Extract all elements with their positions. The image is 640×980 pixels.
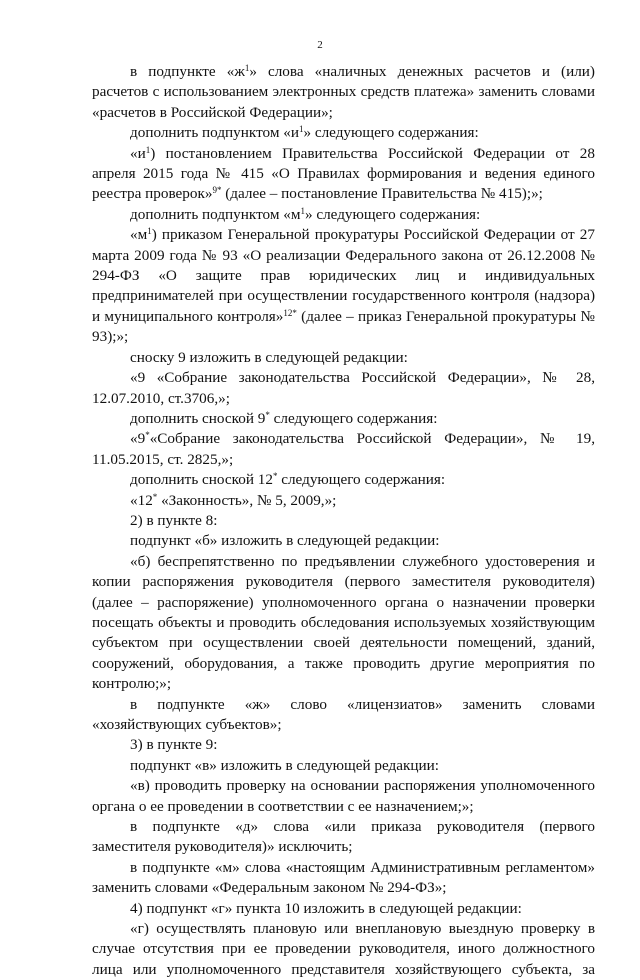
paragraph — [92, 695, 595, 736]
paragraph — [92, 368, 595, 409]
paragraph — [92, 858, 595, 899]
paragraph — [92, 62, 595, 123]
paragraph — [92, 348, 595, 368]
paragraph — [92, 531, 595, 551]
paragraph-text: «в) проводить проверку на основании распоряжения уполномоченного органа о ее проведении в соответствии с ее назначением;»; — [92, 777, 595, 815]
paragraph-text: «м — [130, 226, 148, 244]
paragraph-text: «9 «Собрание законодательства Российской Федерации», № 28, 12.07.2010, ст.3706,»; — [92, 369, 595, 407]
paragraph — [92, 205, 595, 225]
paragraph-text: «Собрание законодательства Российской Федерации», № 19, 11.05.2015, ст. 2825,»; — [92, 430, 595, 468]
superscript-mark: 1 — [244, 63, 250, 73]
paragraph-text: дополнить сноской 12 — [130, 471, 273, 489]
superscript-mark: 12* — [283, 307, 297, 318]
paragraph-text: сноску 9 изложить в следующей редакции: — [130, 348, 408, 366]
paragraph-text: в подпункте «м» слова «настоящим Административным регламентом» заменить словами «Федеральным законом № 294-ФЗ»; — [92, 858, 595, 897]
paragraph — [92, 491, 595, 511]
paragraph-text: дополнить подпунктом «м — [130, 205, 301, 223]
superscript-mark: * — [145, 430, 150, 441]
paragraph-text: подпункт «в» изложить в следующей редакции: — [130, 756, 439, 774]
paragraph-text: ) постановлением Правительства Российской Федерации от 28 апреля 2015 года № 415 «О Правилах формирования и ведения единого реестра проверок» — [92, 144, 595, 203]
paragraph-text: «12 — [130, 491, 153, 509]
paragraph-text: «9 — [130, 430, 146, 448]
paragraph-text: 4) подпункт «г» пункта 10 изложить в следующей редакции: — [130, 899, 522, 917]
paragraph-text: » следующего содержания: — [303, 124, 479, 142]
paragraph-text: 3) в пункте 9: — [130, 736, 218, 754]
paragraph-text: подпункт «б» изложить в следующей редакции: — [130, 532, 440, 550]
paragraph-text: в подпункте «ж — [130, 63, 245, 80]
superscript-mark: 1 — [298, 124, 304, 135]
paragraph-text: (далее – постановление Правительства № 415);»; — [221, 185, 543, 203]
paragraph-text: (далее – приказ Генеральной прокуратуры № 93);»; — [92, 307, 595, 346]
superscript-mark: 1 — [300, 205, 305, 216]
paragraph-text: «и — [130, 144, 146, 162]
paragraph-text: «г) осуществлять плановую или внеплановую выездную проверку в случае отсутствия при ее проведении руководителя, иного должностного лица или уполномоченного представителя хозяйствующего субъекта, за — [92, 920, 595, 978]
paragraph-text: в подпункте «ж» слово «лицензиатов» заменить словами «хозяйствующих субъектов»; — [92, 695, 595, 733]
paragraph-text: » слова «наличных денежных расчетов и (или) расчетов с использованием электронных средств платежа» заменить словами «расчетов в Российской Федерации»; — [92, 63, 595, 121]
superscript-mark: 9* — [212, 185, 222, 196]
paragraph — [92, 429, 595, 470]
paragraph-text: «б) беспрепятственно по предъявлении служебного удостоверения и копии распоряжения руководителя (первого заместителя руководителя) (далее – распоряжение) уполномоченного органа о назначении проверки посещать объекты и проводить обследования используемых хозяйствующим субъектом при осуществлении своей деятельности помещений, зданий, сооружений, оборудования, а также проводить другие мероприятия по контролю;»; — [92, 552, 595, 693]
paragraph-text: 2) в пункте 8: — [130, 511, 218, 529]
paragraph — [92, 776, 595, 817]
paragraph — [92, 409, 595, 429]
paragraph-text: дополнить подпунктом «и — [130, 124, 299, 142]
superscript-mark: * — [272, 471, 278, 482]
superscript-mark: 1 — [147, 226, 152, 237]
paragraph — [92, 756, 595, 776]
paragraph — [92, 123, 595, 143]
paragraph-text: дополнить сноской 9 — [130, 409, 266, 427]
paragraph — [92, 470, 595, 490]
superscript-mark: * — [152, 491, 158, 502]
document-body — [92, 62, 595, 980]
superscript-mark: 1 — [145, 144, 151, 155]
paragraph-text: следующего содержания: — [277, 471, 446, 489]
paragraph — [92, 144, 595, 205]
paragraph — [92, 552, 595, 695]
paragraph — [92, 919, 595, 980]
paragraph-text: » следующего содержания: — [304, 205, 481, 223]
superscript-mark: * — [265, 409, 270, 420]
page-number: 2 — [317, 39, 323, 51]
paragraph — [92, 735, 595, 755]
paragraph — [92, 225, 595, 347]
paragraph-text: ) приказом Генеральной прокуратуры Российской Федерации от 27 марта 2009 года № 93 «О реализации Федерального закона от 26.12.2008 № 294-ФЗ «О защите прав юридических лиц и индивидуальных предпринимателей при осуществлении государственного контроля (надзора) и муниципального контроля» — [92, 226, 595, 325]
paragraph — [92, 899, 595, 919]
paragraph — [92, 817, 595, 858]
paragraph-text: следующего содержания: — [269, 409, 438, 427]
paragraph — [92, 511, 595, 531]
paragraph-text: «Законность», № 5, 2009,»; — [157, 491, 337, 509]
paragraph-text: в подпункте «д» слова «или приказа руководителя (первого заместителя руководителя)» исключить; — [92, 818, 595, 856]
